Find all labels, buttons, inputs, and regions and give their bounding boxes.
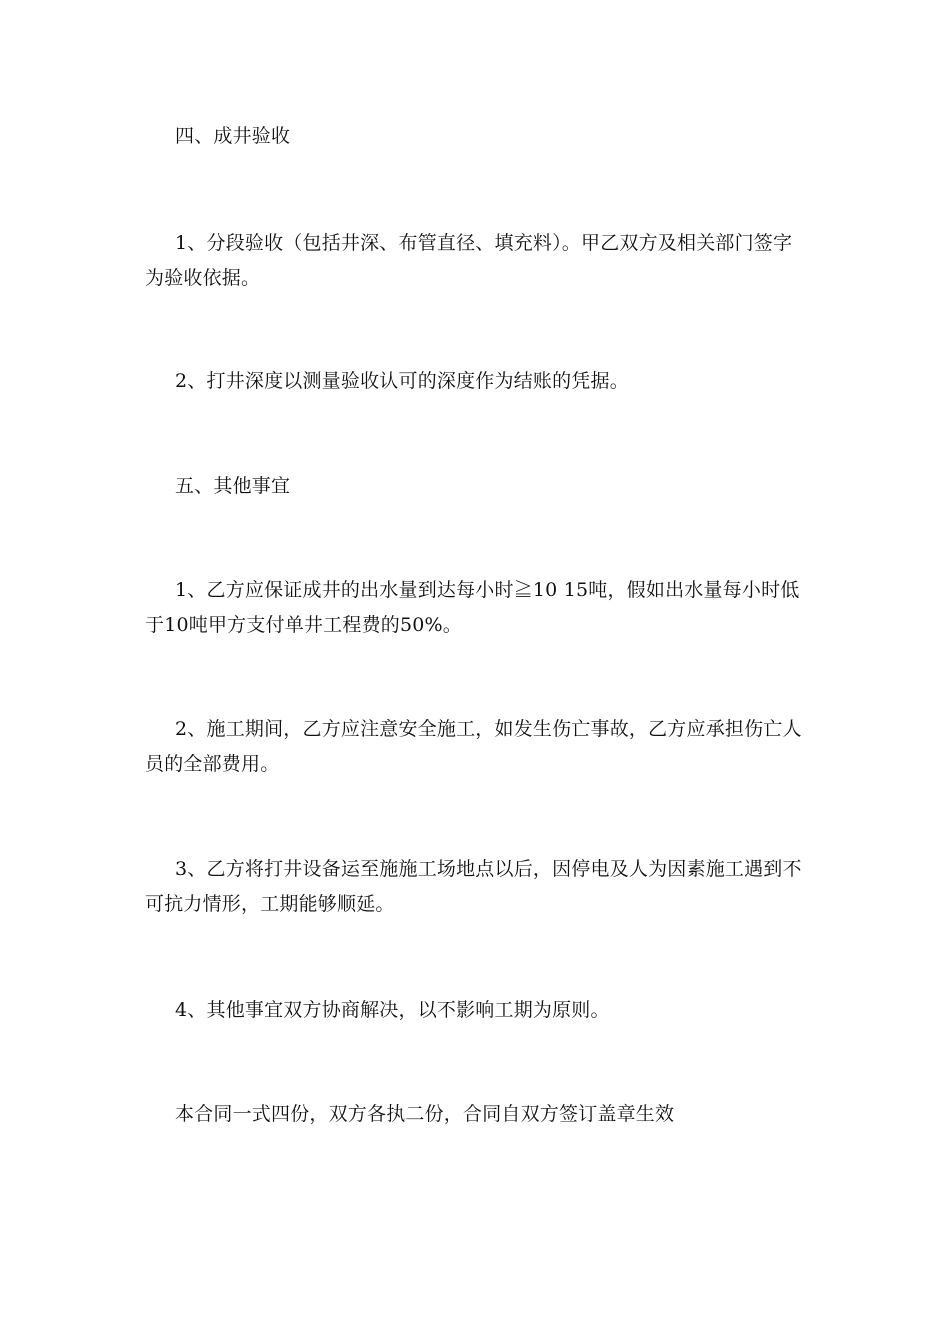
- other-matters-item-3: 3、乙方将打井设备运至施施工场地点以后，因停电及人为因素施工遇到不可抗力情形，工期能够顺延。: [145, 858, 802, 915]
- other-matters-item-2: 2、施工期间，乙方应注意安全施工，如发生伤亡事故，乙方应承担伤亡人员的全部费用。: [145, 718, 802, 775]
- section-heading-other-matters: 五、其他事宜: [175, 475, 291, 497]
- other-matters-item-4: 4、其他事宜双方协商解决，以不影响工期为原则。: [175, 999, 610, 1021]
- acceptance-item-1: 1、分段验收（包括井深、布管直径、填充料）。甲乙双方及相关部门签字为验收依据。: [145, 232, 793, 289]
- closing-statement: 本合同一式四份，双方各执二份，合同自双方签订盖章生效: [175, 1103, 675, 1125]
- section-heading-acceptance: 四、成井验收: [175, 125, 291, 147]
- other-matters-item-1: 1、乙方应保证成井的出水量到达每小时≧10 15吨，假如出水量每小时低于10吨甲方支付单井工程费的50%。: [145, 579, 800, 636]
- acceptance-item-2: 2、打井深度以测量验收认可的深度作为结账的凭据。: [175, 370, 629, 392]
